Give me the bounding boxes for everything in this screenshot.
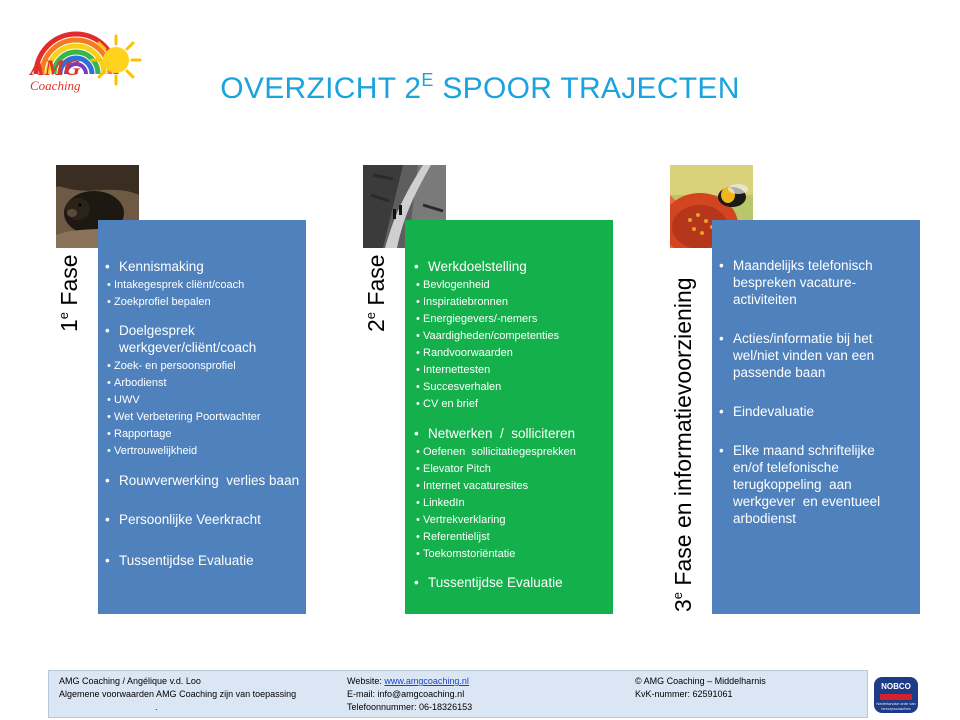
- phase-2-superscript: e: [363, 311, 378, 320]
- phase-2-label: [363, 254, 390, 332]
- list-subitem: • Vertrekverklaring: [414, 512, 610, 529]
- list-subitem: • Bevlogenheid: [414, 277, 610, 294]
- footer-company: AMG Coaching / Angélique v.d. Loo: [59, 676, 201, 686]
- phase-1-list: [105, 258, 301, 569]
- list-subitem: • Vaardigheden/competenties: [414, 328, 610, 345]
- list-item: • Maandelijks telefonisch bespreken vacature-activiteiten: [719, 257, 905, 308]
- footer: [48, 670, 868, 718]
- list-subitem: • Internet vacaturesites: [414, 478, 610, 495]
- list-subitem: • Wet Verbetering Poortwachter: [105, 409, 301, 426]
- phase-2-list: [414, 258, 610, 591]
- footer-phone: Telefoonnummer: 06-18326153: [347, 702, 473, 712]
- phase-3-number: 3: [670, 599, 696, 612]
- list-item: • Doelgesprek werkgever/cliënt/coach: [105, 322, 301, 356]
- list-subitem: • Elevator Pitch: [414, 461, 610, 478]
- footer-email: E-mail: info@amgcoaching.nl: [347, 689, 465, 699]
- phase-1-label: [56, 254, 83, 332]
- list-subitem: • CV en brief: [414, 396, 610, 413]
- footer-copyright: © AMG Coaching – Middelharnis: [635, 676, 766, 686]
- title-text-start: OVERZICHT 2: [220, 72, 422, 105]
- list-subitem: • Randvoorwaarden: [414, 345, 610, 362]
- nobco-badge: [874, 677, 918, 713]
- list-subitem: • Succesverhalen: [414, 379, 610, 396]
- list-subitem: • LinkedIn: [414, 495, 610, 512]
- phase-2-number: 2: [363, 319, 389, 332]
- phase-3-word: Fase en informatievoorziening: [670, 277, 696, 592]
- list-subitem: • Intakegesprek cliënt/coach: [105, 277, 301, 294]
- website-label: Website:: [347, 676, 385, 686]
- footer-terms: Algemene voorwaarden AMG Coaching zijn van toepassing: [59, 689, 297, 699]
- list-item: • Werkdoelstelling: [414, 258, 610, 275]
- phase-3-box: [712, 220, 920, 614]
- title-text-end: SPOOR TRAJECTEN: [433, 72, 740, 105]
- phase-1-word: Fase: [56, 254, 82, 312]
- phase-3-label: [670, 277, 697, 612]
- list-item: • Tussentijdse Evaluatie: [105, 552, 301, 569]
- nobco-name: NOBCO: [881, 682, 911, 691]
- list-item: • Elke maand schriftelijke en/of telefonische terugkoppeling aan werkgever en eventueel arbodienst: [719, 442, 905, 527]
- list-subitem: • Energiegevers/-nemers: [414, 311, 610, 328]
- website-link[interactable]: www.amgcoaching.nl: [384, 676, 469, 686]
- list-subitem: • Oefenen sollicitatiegesprekken: [414, 444, 610, 461]
- phase-3-superscript: e: [670, 591, 685, 600]
- list-subitem: • Arbodienst: [105, 375, 301, 392]
- footer-kvk: KvK-nummer: 62591061: [635, 689, 733, 699]
- list-subitem: • Inspiratiebronnen: [414, 294, 610, 311]
- page-title: [0, 70, 960, 106]
- logo-name: AMG: [30, 55, 81, 80]
- list-item: • Persoonlijke Veerkracht: [105, 511, 301, 528]
- phase-1-superscript: e: [56, 311, 71, 320]
- list-item: • Netwerken / solliciteren: [414, 425, 610, 442]
- title-superscript: E: [421, 70, 434, 90]
- list-item: • Acties/informatie bij het wel/niet vinden van een passende baan: [719, 330, 905, 381]
- list-item: • Kennismaking: [105, 258, 301, 275]
- phase-2-box: [405, 220, 613, 614]
- footer-dot: .: [155, 702, 158, 712]
- phase-1-number: 1: [56, 319, 82, 332]
- list-subitem: • Vertrouwelijkheid: [105, 443, 301, 460]
- phase-3-list: [719, 257, 905, 527]
- list-item: • Rouwverwerking verlies baan: [105, 472, 301, 489]
- list-subitem: • Internettesten: [414, 362, 610, 379]
- list-subitem: • Rapportage: [105, 426, 301, 443]
- logo-subtitle: Coaching: [30, 78, 81, 93]
- list-item: • Eindevaluatie: [719, 403, 905, 420]
- list-subitem: • Zoek- en persoonsprofiel: [105, 358, 301, 375]
- nobco-bar: [880, 694, 912, 700]
- phase-2-word: Fase: [363, 254, 389, 312]
- list-subitem: • Referentielijst: [414, 529, 610, 546]
- phase-1-box: [98, 220, 306, 614]
- list-subitem: • Toekomstoriëntatie: [414, 546, 610, 563]
- list-subitem: • UWV: [105, 392, 301, 409]
- footer-website: [347, 676, 469, 686]
- list-item: • Tussentijdse Evaluatie: [414, 574, 610, 591]
- list-subitem: • Zoekprofiel bepalen: [105, 294, 301, 311]
- nobco-subtitle: Nederlandse orde van beroepscoaches: [876, 701, 916, 711]
